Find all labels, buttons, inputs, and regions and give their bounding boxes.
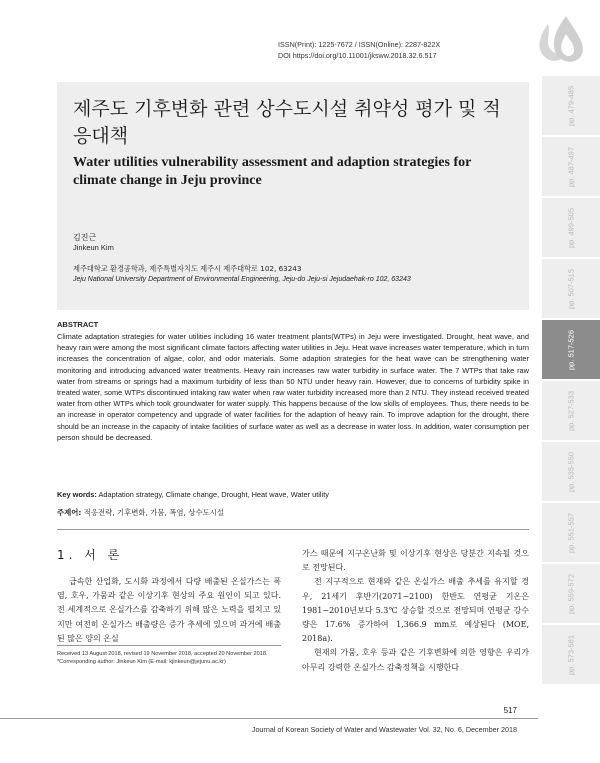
issue-article-index [540, 75, 600, 715]
keywords-label: Key words: [57, 490, 97, 499]
issn-line: ISSN(Print): 1225-7672 / ISSN(Online): 2287-822X [278, 40, 441, 49]
abstract-body: Climate adaptation strategies for water utilities including 16 water treatment plants(WTPs) in Jeju were investigated. Drought, heat wave, and heavy rain were among the most significant climate factors affecting water utilities in Jeju. Heat wave increases water temperature, which in turn increases the concentration of algae, color, and odor materials. Some adaption strategies for the heat wave can be strengthening water monitoring and introducing advanced water treatments. Heavy rain increases raw water turbidity in surface water. The 7 WTPs that take raw water from streams or springs had a maximum turbidity of less than 50 NTU under heavy rain. However, due to concerns of turbidity spike in treated water, some WTPs discontinued intaking raw water when raw water turbidity increased more than 2 NTU. They instead received treated water from other WTPs which took groundwater for water supply. This happens because of the low skills of employees. Thus, there needs to be an increase in operator competency and upgrade of water facilities for the adaption of heavy rain. To improve adaption for the drought, there should be an increase in the capacity of intake facilities of surface water as well as a decrease in water loss. In addition, water consumption per person should be decreased. [57, 332, 529, 442]
side-tab-3[interactable]: pp. 499-505 [542, 197, 600, 257]
affiliation-korean: 제주대학교 환경공학과, 제주특별자치도 제주시 제주대학로 102, 63243 [73, 264, 302, 273]
page-number: 517 [503, 706, 517, 715]
paragraph: 현재의 가뭄, 호우 등과 같은 기후변화에 의한 영향은 우리가 아무리 강력한 온실가스 감축정책을 시행한다 [302, 648, 529, 672]
keywords-label-kr: 주제어: [57, 508, 82, 517]
keywords-kr [57, 507, 529, 518]
paragraph: 가스 때문에 지구온난화 및 이상기후 현상은 당분간 지속될 것으로 전망된다. [302, 549, 529, 573]
paragraph: 전 지구적으로 현재와 같은 온실가스 배출 추세를 유지할 경우, 21세기 후반기(2071~2100) 한반도 연평균 기온은 1981~2010년보다 5.3℃ 상승할 것으로 전망되며 연평균 강수량은 17.6% 증가하여 1,366.9 mm로 예상된다 (MOE, 2018a). [302, 577, 529, 644]
doi-line: DOI https://doi.org/10.11001/jksww.2018.32.6.517 [278, 50, 437, 60]
footnote-rule [57, 645, 281, 646]
author-english: Jinkeun Kim [73, 243, 114, 252]
author-korean: 김진근 [73, 233, 97, 242]
side-tab-7[interactable]: pp. 535-550 [542, 441, 600, 501]
side-tab-9[interactable]: pp. 559-572 [542, 563, 600, 623]
keywords-en [57, 490, 529, 499]
side-tab-10[interactable]: pp. 573-581 [542, 624, 600, 684]
side-tab-6[interactable]: pp. 527-533 [542, 380, 600, 440]
english-title: Water utilities vulnerability assessment and adaption strategies for climate change in Jeju province [73, 155, 472, 188]
body-right-column [302, 547, 529, 675]
side-tab-1[interactable]: pp. 479-485 [542, 75, 600, 135]
side-tab-8[interactable]: pp. 551-557 [542, 502, 600, 562]
keywords-text-kr: 적응전략, 기후변화, 가뭄, 폭염, 상수도시설 [83, 508, 224, 517]
keywords-text: Adaptation strategy, Climate change, Drought, Heat wave, Water utility [98, 490, 329, 499]
abstract-heading: ABSTRACT [57, 320, 99, 329]
title-block [57, 82, 529, 310]
footnote [57, 650, 287, 666]
side-tab-2[interactable]: pp. 487-497 [542, 136, 600, 196]
corresponding-author: *Corresponding author: Jinkeun Kim (E-mail: kjinkeun@jejunu.ac.kr) [57, 659, 226, 665]
journal-footer: Journal of Korean Society of Water and Wastewater Vol. 32, No. 6, December 2018 [251, 725, 517, 734]
side-tab-current[interactable]: pp. 517-526 [542, 319, 600, 379]
journal-logo-icon [532, 12, 590, 72]
received-dates: Received 13 August 2018, revised 19 November 2018, accepted 20 November 2018. [57, 651, 268, 657]
section-heading: 1. 서 론 [57, 548, 124, 562]
affiliation-english: Jeju National University Department of Environmental Engineering, Jeju-do Jeju-si Jejudaehak-ro 102, 63243 [73, 276, 411, 283]
footer-rule [0, 718, 538, 719]
korean-title: 제주도 기후변화 관련 상수도시설 취약성 평가 및 적응대책 [73, 98, 501, 147]
section-divider [57, 529, 529, 530]
body-left-column: 급속한 산업화, 도시화 과정에서 다량 배출된 온실가스는 폭염, 호우, 가뭄과 같은 이상기후 현상의 주요 원인이 되고 있다. 전 세계적으로 온실가스를 감축하기 위해 많은 노력을 펼치고 있지만 여전히 온실가스 배출량은 증가 추세에 있으며 과거에 배출된 많은 양의 온실 [57, 577, 281, 643]
side-tab-4[interactable]: pp. 507-515 [542, 258, 600, 318]
issn-doi-block [278, 40, 518, 61]
abstract-section [57, 320, 529, 443]
